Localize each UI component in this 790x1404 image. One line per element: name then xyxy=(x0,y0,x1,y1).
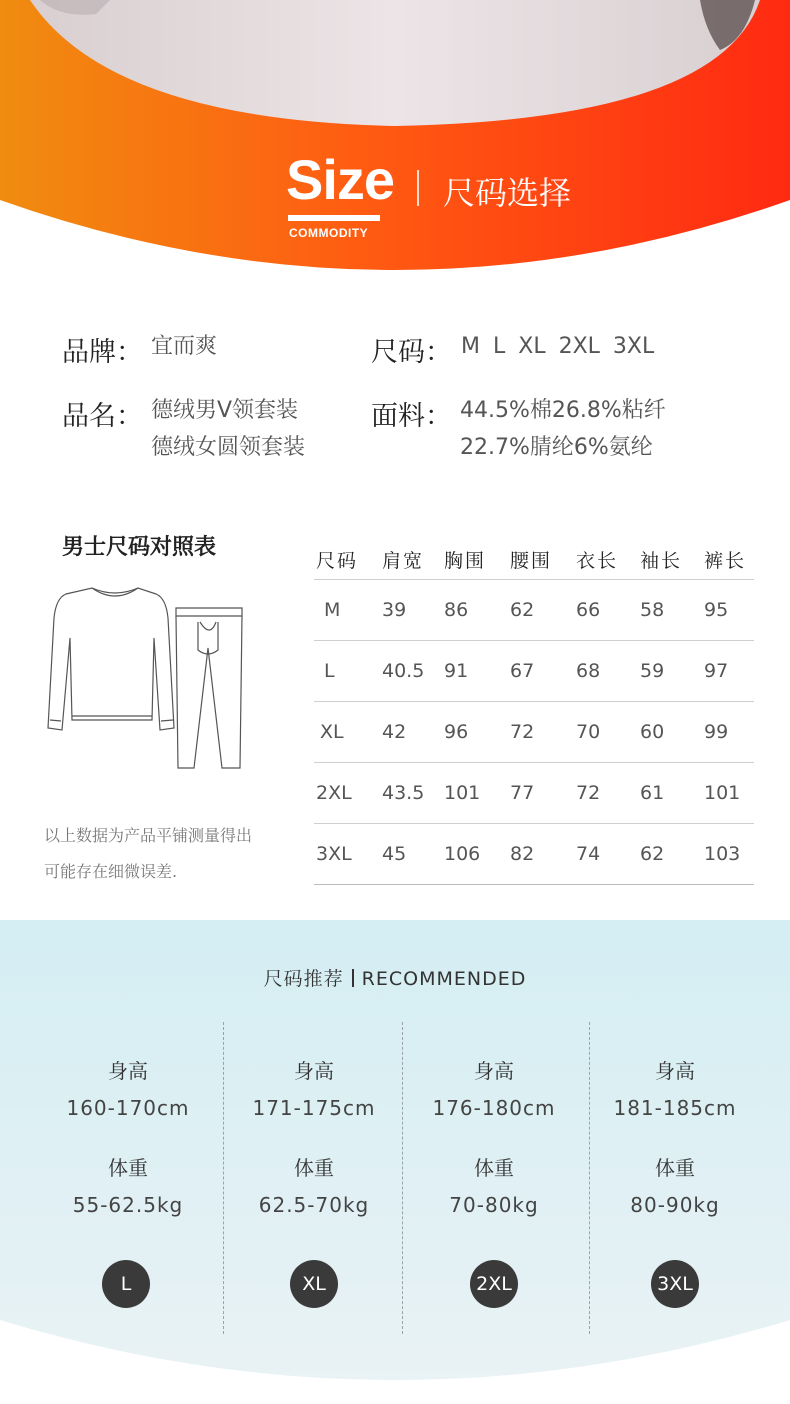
size-value: 3XL xyxy=(612,334,655,359)
note-line: 可能存在细微误差. xyxy=(44,862,178,881)
recommend-column-3xl xyxy=(595,1058,755,1218)
weight-value: 80-90kg xyxy=(630,1193,720,1217)
name-line: 德绒男V领套装 xyxy=(151,398,299,423)
table-cell: 62 xyxy=(510,579,576,640)
table-cell: 39 xyxy=(382,579,444,640)
table-cell: 58 xyxy=(640,579,704,640)
name-line: 德绒女圆领套装 xyxy=(151,435,306,460)
table-cell: 82 xyxy=(510,823,576,884)
table-cell: 59 xyxy=(640,640,704,701)
height-label: 身高 xyxy=(294,1059,334,1083)
size-badge-l: L xyxy=(102,1260,150,1308)
weight-label: 体重 xyxy=(294,1156,334,1180)
table-cell: M xyxy=(314,579,382,640)
table-cell: 101 xyxy=(704,762,754,823)
recommend-column-xl xyxy=(234,1058,394,1218)
table-cell: 74 xyxy=(576,823,640,884)
size-heading: Size xyxy=(286,148,395,211)
size-label: 尺码： xyxy=(371,337,452,368)
table-cell: 99 xyxy=(704,701,754,762)
size-chart-title: 男士尺码对照表 xyxy=(62,535,217,560)
size-underline xyxy=(288,215,380,221)
size-values xyxy=(461,328,654,365)
header-pants-length: 裤长 xyxy=(704,540,754,579)
weight-value: 62.5-70kg xyxy=(258,1193,370,1217)
height-value: 176-180cm xyxy=(432,1096,556,1120)
recommend-title xyxy=(0,964,790,991)
table-cell: 61 xyxy=(640,762,704,823)
note-line: 以上数据为产品平铺测量得出 xyxy=(44,826,253,845)
header-top-length: 衣长 xyxy=(576,540,640,579)
table-cell: 60 xyxy=(640,701,704,762)
recommend-column-2xl xyxy=(414,1058,574,1218)
header-waist: 腰围 xyxy=(510,540,576,579)
title-divider xyxy=(352,969,354,987)
table-cell: 101 xyxy=(444,762,510,823)
weight-value: 70-80kg xyxy=(449,1193,539,1217)
table-cell: 96 xyxy=(444,701,510,762)
commodity-label: COMMODITY xyxy=(289,226,369,240)
weight-value: 55-62.5kg xyxy=(72,1193,184,1217)
table-cell: 103 xyxy=(704,823,754,884)
table-cell: 66 xyxy=(576,579,640,640)
table-cell: 62 xyxy=(640,823,704,884)
fabric-label: 面料： xyxy=(371,401,452,432)
fabric-line: 22.7%腈纶6%氨纶 xyxy=(460,435,653,460)
table-cell: 97 xyxy=(704,640,754,701)
table-row xyxy=(314,640,754,701)
table-cell: 42 xyxy=(382,701,444,762)
height-label: 身高 xyxy=(655,1059,695,1083)
size-badge-xl: XL xyxy=(290,1260,338,1308)
table-header-row xyxy=(314,540,754,579)
table-cell: 106 xyxy=(444,823,510,884)
weight-label: 体重 xyxy=(655,1156,695,1180)
table-row xyxy=(314,823,754,884)
recommend-title-cn: 尺码推荐 xyxy=(263,968,344,990)
size-value: 2XL xyxy=(558,334,600,359)
size-value: M xyxy=(461,334,480,359)
table-cell: 70 xyxy=(576,701,640,762)
table-cell: 68 xyxy=(576,640,640,701)
hero-banner xyxy=(0,0,790,290)
table-cell: XL xyxy=(314,701,382,762)
table-cell: 86 xyxy=(444,579,510,640)
table-cell: 72 xyxy=(510,701,576,762)
table-cell: 45 xyxy=(382,823,444,884)
size-badge-2xl: 2XL xyxy=(470,1260,518,1308)
table-cell: L xyxy=(314,640,382,701)
table-row xyxy=(314,579,754,640)
hero-divider xyxy=(417,170,419,206)
header-shoulder: 肩宽 xyxy=(382,540,444,579)
header-size: 尺码 xyxy=(314,540,382,579)
column-divider xyxy=(589,1022,590,1334)
table-cell: 77 xyxy=(510,762,576,823)
size-value: L xyxy=(492,334,506,359)
table-cell: 72 xyxy=(576,762,640,823)
height-value: 171-175cm xyxy=(252,1096,376,1120)
table-row xyxy=(314,762,754,823)
table-cell: 2XL xyxy=(314,762,382,823)
height-value: 160-170cm xyxy=(66,1096,190,1120)
height-value: 181-185cm xyxy=(613,1096,737,1120)
table-cell: 43.5 xyxy=(382,762,444,823)
header-chest: 胸围 xyxy=(444,540,510,579)
brand-label: 品牌： xyxy=(62,337,143,368)
hero-background xyxy=(0,0,790,290)
measurement-note xyxy=(44,818,252,890)
table-cell: 40.5 xyxy=(382,640,444,701)
table-cell: 3XL xyxy=(314,823,382,884)
recommend-column-l xyxy=(48,1058,208,1218)
fabric-line: 44.5%棉26.8%粘纤 xyxy=(460,398,666,423)
weight-label: 体重 xyxy=(108,1156,148,1180)
column-divider xyxy=(402,1022,403,1334)
table-cell: 67 xyxy=(510,640,576,701)
header-sleeve: 袖长 xyxy=(640,540,704,579)
height-label: 身高 xyxy=(474,1059,514,1083)
thermal-set-icon xyxy=(40,578,260,778)
table-row xyxy=(314,701,754,762)
fabric-value xyxy=(460,392,666,466)
table-cell: 91 xyxy=(444,640,510,701)
name-label: 品名： xyxy=(62,401,143,432)
brand-value: 宜而爽 xyxy=(151,334,218,359)
size-value: XL xyxy=(518,334,546,359)
hero-title-cn: 尺码选择 xyxy=(443,174,572,212)
size-badge-3xl: 3XL xyxy=(651,1260,699,1308)
size-table xyxy=(314,540,754,885)
table-cell: 95 xyxy=(704,579,754,640)
recommend-title-en: RECOMMENDED xyxy=(361,968,527,990)
garment-illustration xyxy=(40,578,260,782)
name-value xyxy=(151,392,305,466)
height-label: 身高 xyxy=(108,1059,148,1083)
column-divider xyxy=(223,1022,224,1334)
weight-label: 体重 xyxy=(474,1156,514,1180)
